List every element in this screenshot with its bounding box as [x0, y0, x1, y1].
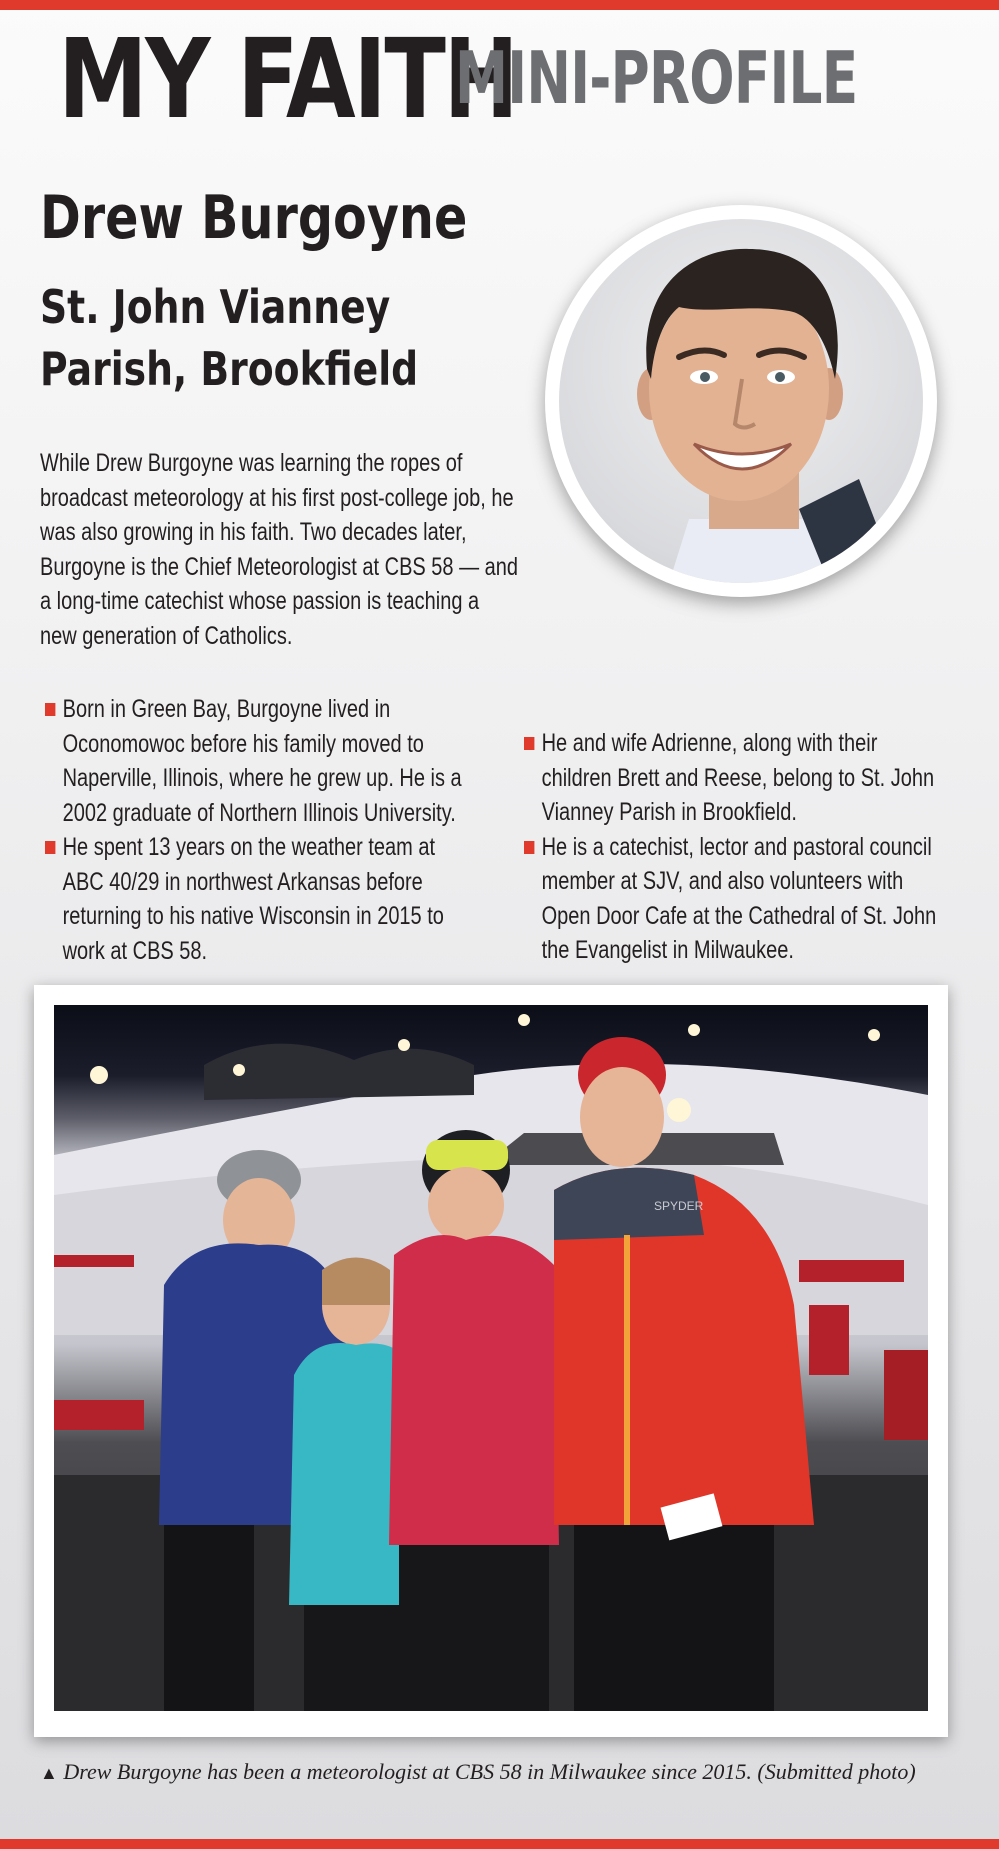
- top-accent-bar: [0, 0, 999, 10]
- bullet-square-icon: [45, 841, 55, 854]
- family-photo-frame: [34, 985, 948, 1737]
- bullet-list-right: [524, 726, 999, 968]
- bullet-square-icon: [524, 737, 534, 750]
- profile-parish: [40, 276, 418, 400]
- bullet-square-icon: [524, 841, 534, 854]
- bullet-item: [524, 830, 950, 968]
- profile-name: Drew Burgoyne: [40, 183, 468, 253]
- family-photo: [54, 1005, 928, 1711]
- caption-text: Drew Burgoyne has been a meteorologist at CBS 58 in Milwaukee since 2015. (Submitted photo): [63, 1759, 916, 1784]
- bullet-square-icon: [45, 703, 55, 716]
- ski-hill-scene: [54, 1005, 928, 1711]
- bullet-item: [524, 726, 950, 830]
- bullet-item: [45, 692, 471, 830]
- jacket-brand-label: SPYDER: [654, 1199, 704, 1213]
- caption-triangle-icon: ▲: [40, 1763, 58, 1783]
- portrait-illustration: [559, 219, 923, 583]
- masthead-subtitle: MINI-PROFILE: [455, 36, 858, 120]
- parish-line-1: St. John Vianney: [40, 280, 391, 334]
- bullet-text: He and wife Adrienne, along with their children Brett and Reese, belong to St. John Vianney Parish in Brookfield.: [541, 729, 935, 826]
- photo-caption: [40, 1757, 940, 1788]
- bottom-accent-bar: [0, 1839, 999, 1849]
- bullet-item: [45, 830, 471, 968]
- bullet-text: Born in Green Bay, Burgoyne lived in Oconomowoc before his family moved to Naperville, Illinois, where he grew up. He is a 2002 graduate of Northern Illinois University.: [62, 695, 462, 827]
- bullet-text: He is a catechist, lector and pastoral council member at SJV, and also volunteers with Open Door Cafe at the Cathedral of St. John the Evangelist in Milwaukee.: [541, 832, 937, 964]
- bullet-list-left: [45, 692, 555, 968]
- portrait-photo: [545, 205, 937, 597]
- masthead-title: MY FAITH: [58, 15, 517, 143]
- parish-line-2: Parish, Brookfield: [40, 342, 419, 396]
- bullet-text: He spent 13 years on the weather team at ABC 40/29 in northwest Arkansas before returning to his native Wisconsin in 2015 to work at CBS 58.: [62, 833, 444, 965]
- intro-paragraph: While Drew Burgoyne was learning the ropes of broadcast meteorology at his first post-college job, he was also growing in his faith. Two decades later, Burgoyne is the Chief Meteorologist at CBS 58 — and a long-time catechist whose passion is teaching a new generation of Catholics.: [40, 449, 519, 650]
